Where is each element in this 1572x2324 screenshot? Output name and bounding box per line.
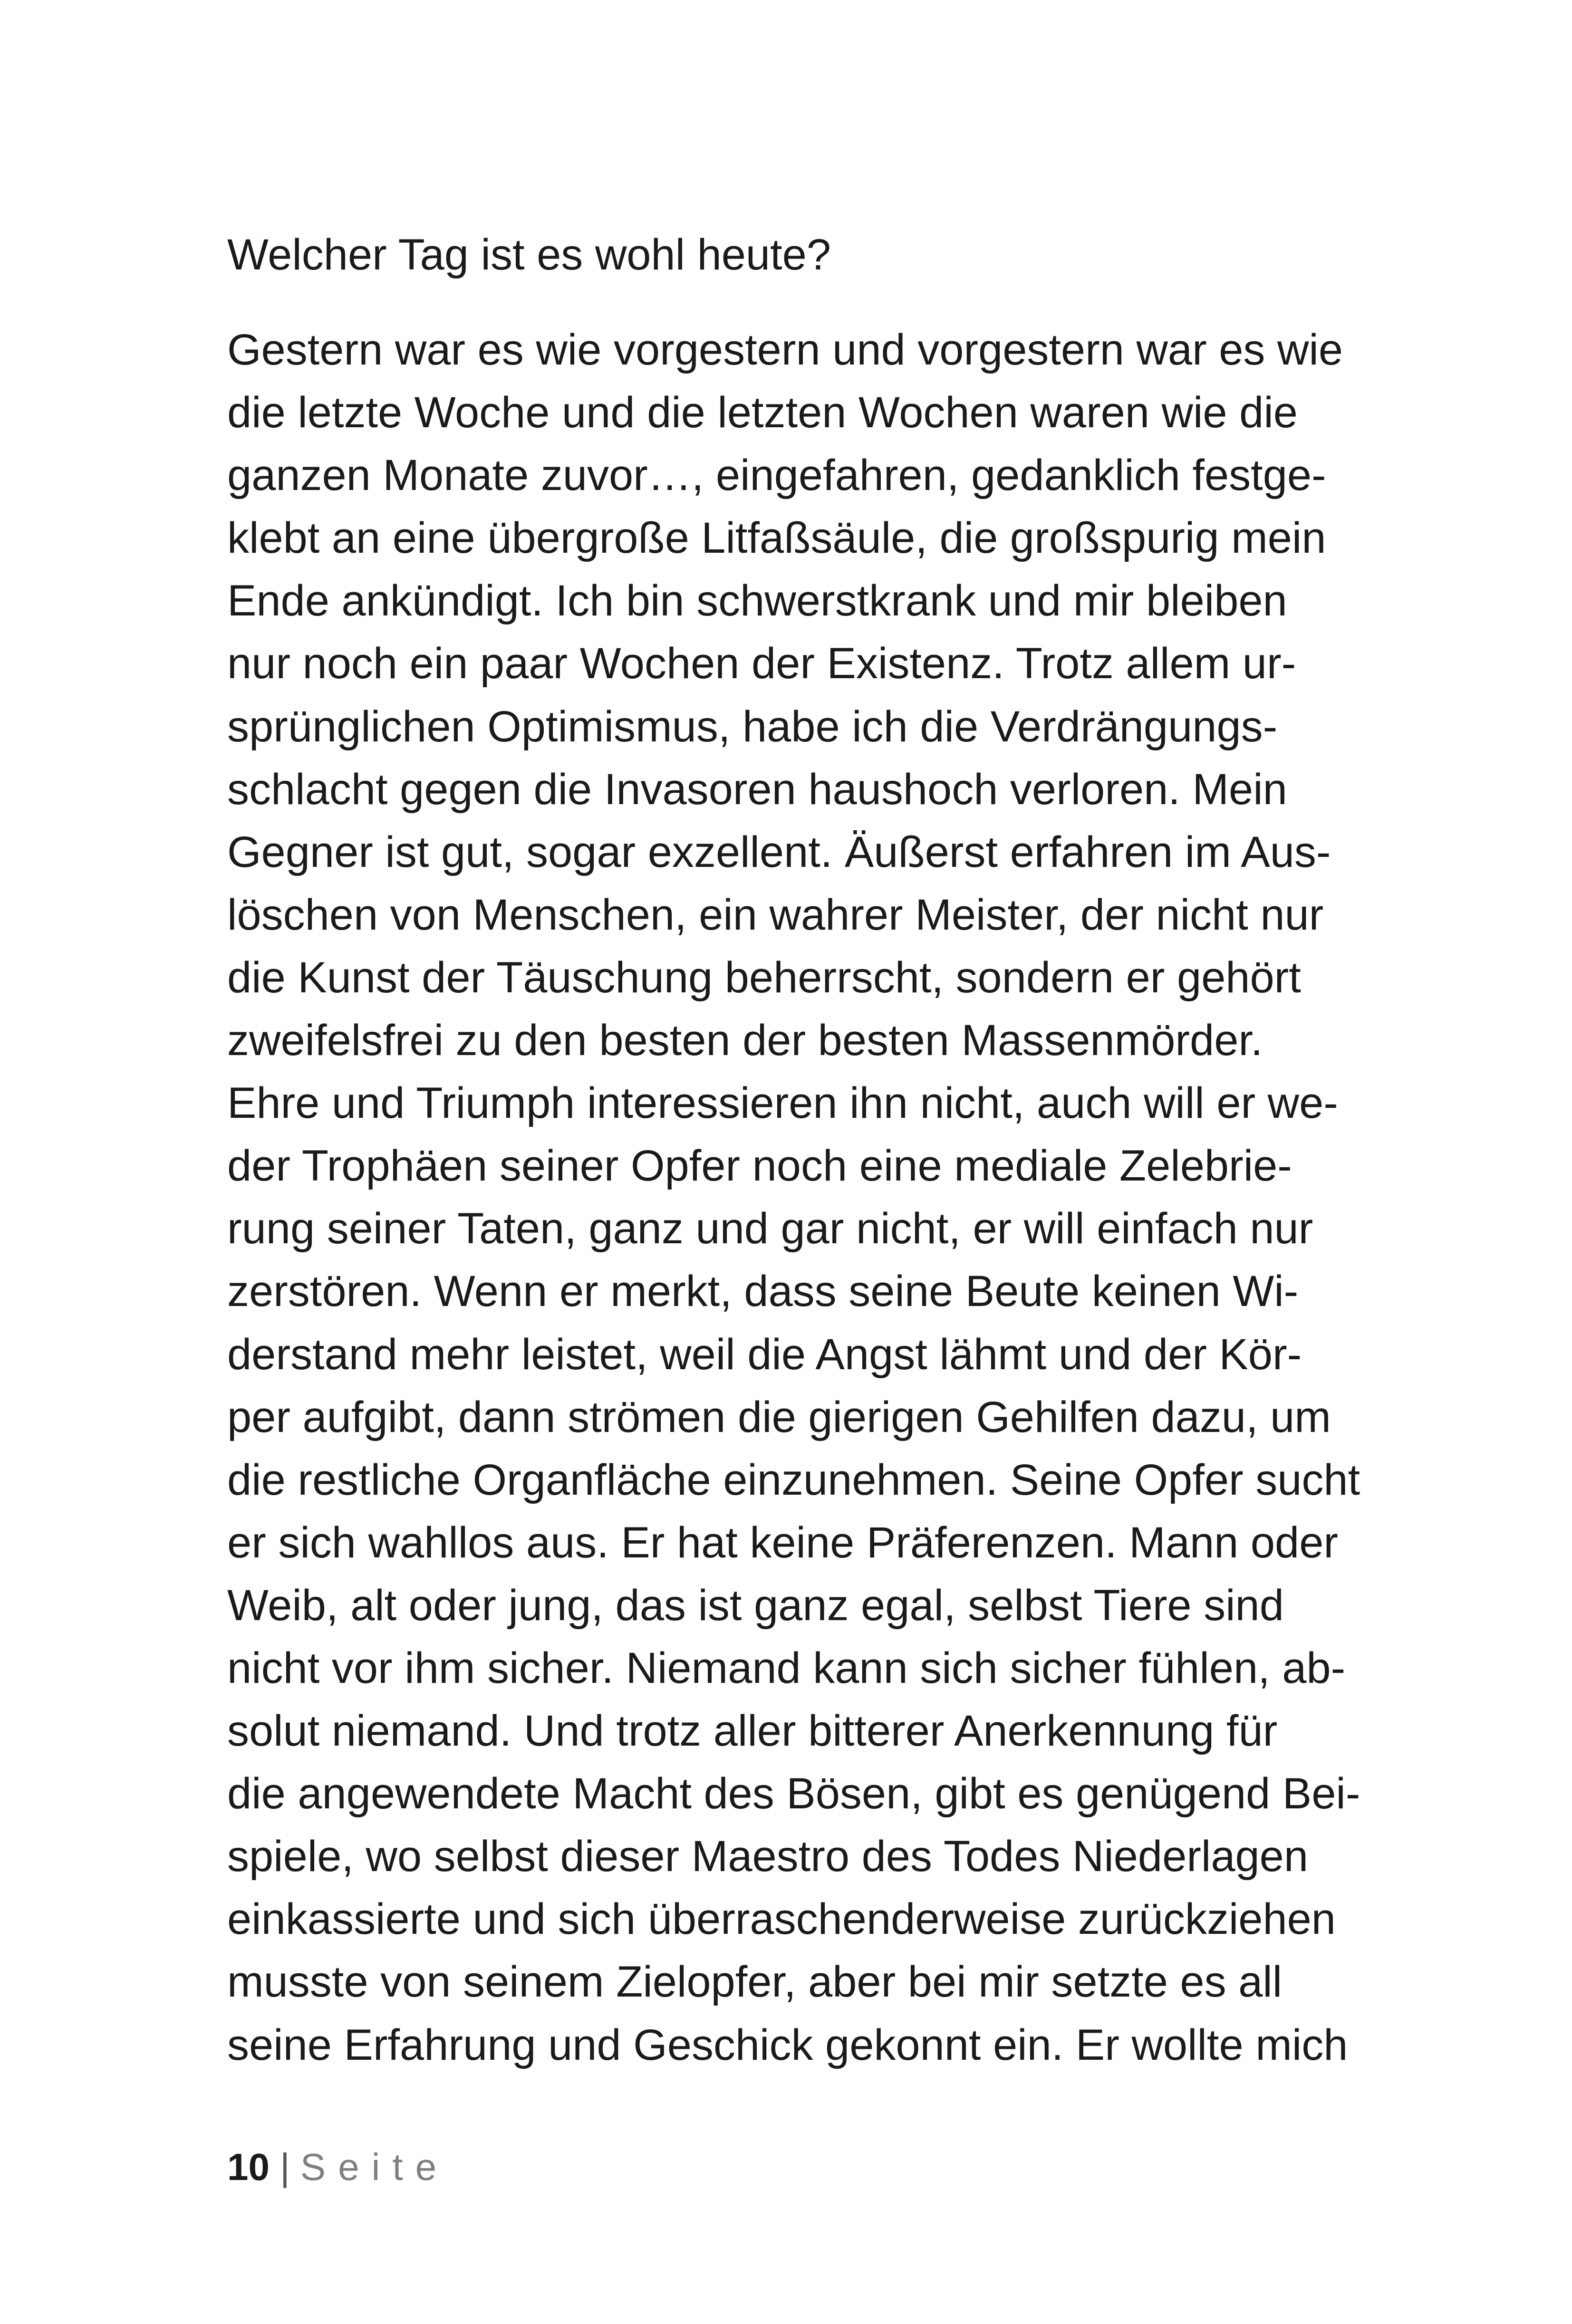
text-line: die angewendete Macht des Bösen, gibt es genügend Bei-	[227, 1769, 1360, 1818]
body-paragraph	[227, 318, 1378, 2076]
text-line: ganzen Monate zuvor…, eingefahren, gedanklich festge-	[227, 451, 1326, 500]
page-label: Seite	[300, 2146, 449, 2188]
text-line: nur noch ein paar Wochen der Existenz. Trotz allem ur-	[227, 639, 1296, 688]
page-footer	[227, 2143, 449, 2191]
text-block	[227, 223, 1378, 2076]
footer-separator: |	[280, 2146, 290, 2188]
text-line: sprünglichen Optimismus, habe ich die Verdrängungs-	[227, 702, 1278, 751]
text-line: Gestern war es wie vorgestern und vorgestern war es wie	[227, 326, 1343, 374]
text-line: nicht vor ihm sicher. Niemand kann sich sicher fühlen, ab-	[227, 1643, 1346, 1692]
text-line: zerstören. Wenn er merkt, dass seine Beute keinen Wi-	[227, 1267, 1299, 1316]
text-line: spiele, wo selbst dieser Maestro des Todes Niederlagen	[227, 1832, 1308, 1881]
opening-question: Welcher Tag ist es wohl heute?	[227, 230, 831, 279]
text-line: per aufgibt, dann strömen die gierigen Gehilfen dazu, um	[227, 1392, 1331, 1441]
text-line: klebt an eine übergroße Litfaßsäule, die großspurig mein	[227, 514, 1326, 563]
text-line: Weib, alt oder jung, das ist ganz egal, selbst Tiere sind	[227, 1581, 1284, 1630]
text-line: die Kunst der Täuschung beherrscht, sondern er gehört	[227, 953, 1301, 1002]
page-number: 10	[227, 2146, 270, 2188]
text-line: seine Erfahrung und Geschick gekonnt ein. Er wollte mich	[227, 2020, 1348, 2069]
text-line: er sich wahllos aus. Er hat keine Präferenzen. Mann oder	[227, 1518, 1339, 1567]
text-line: löschen von Menschen, ein wahrer Meister, der nicht nur	[227, 890, 1324, 939]
text-line: Ende ankündigt. Ich bin schwerstkrank und mir bleiben	[227, 576, 1287, 625]
text-line: die restliche Organfläche einzunehmen. Seine Opfer sucht	[227, 1455, 1360, 1504]
text-line: derstand mehr leistet, weil die Angst lähmt und der Kör-	[227, 1330, 1302, 1379]
text-line: der Trophäen seiner Opfer noch eine mediale Zelebrie-	[227, 1142, 1292, 1191]
text-line: einkassierte und sich überraschenderweise zurückziehen	[227, 1895, 1336, 1944]
text-line: schlacht gegen die Invasoren haushoch verloren. Mein	[227, 765, 1287, 814]
text-line: musste von seinem Zielopfer, aber bei mir setzte es all	[227, 1958, 1283, 2007]
text-line: zweifelsfrei zu den besten der besten Massenmörder.	[227, 1016, 1263, 1065]
text-line: die letzte Woche und die letzten Wochen waren wie die	[227, 388, 1298, 437]
text-line: solut niemand. Und trotz aller bitterer Anerkennung für	[227, 1707, 1278, 1756]
text-line: Gegner ist gut, sogar exzellent. Äußerst erfahren im Aus-	[227, 827, 1331, 876]
text-line: Ehre und Triumph interessieren ihn nicht, auch will er we-	[227, 1079, 1338, 1128]
text-line: rung seiner Taten, ganz und gar nicht, er will einfach nur	[227, 1204, 1313, 1253]
